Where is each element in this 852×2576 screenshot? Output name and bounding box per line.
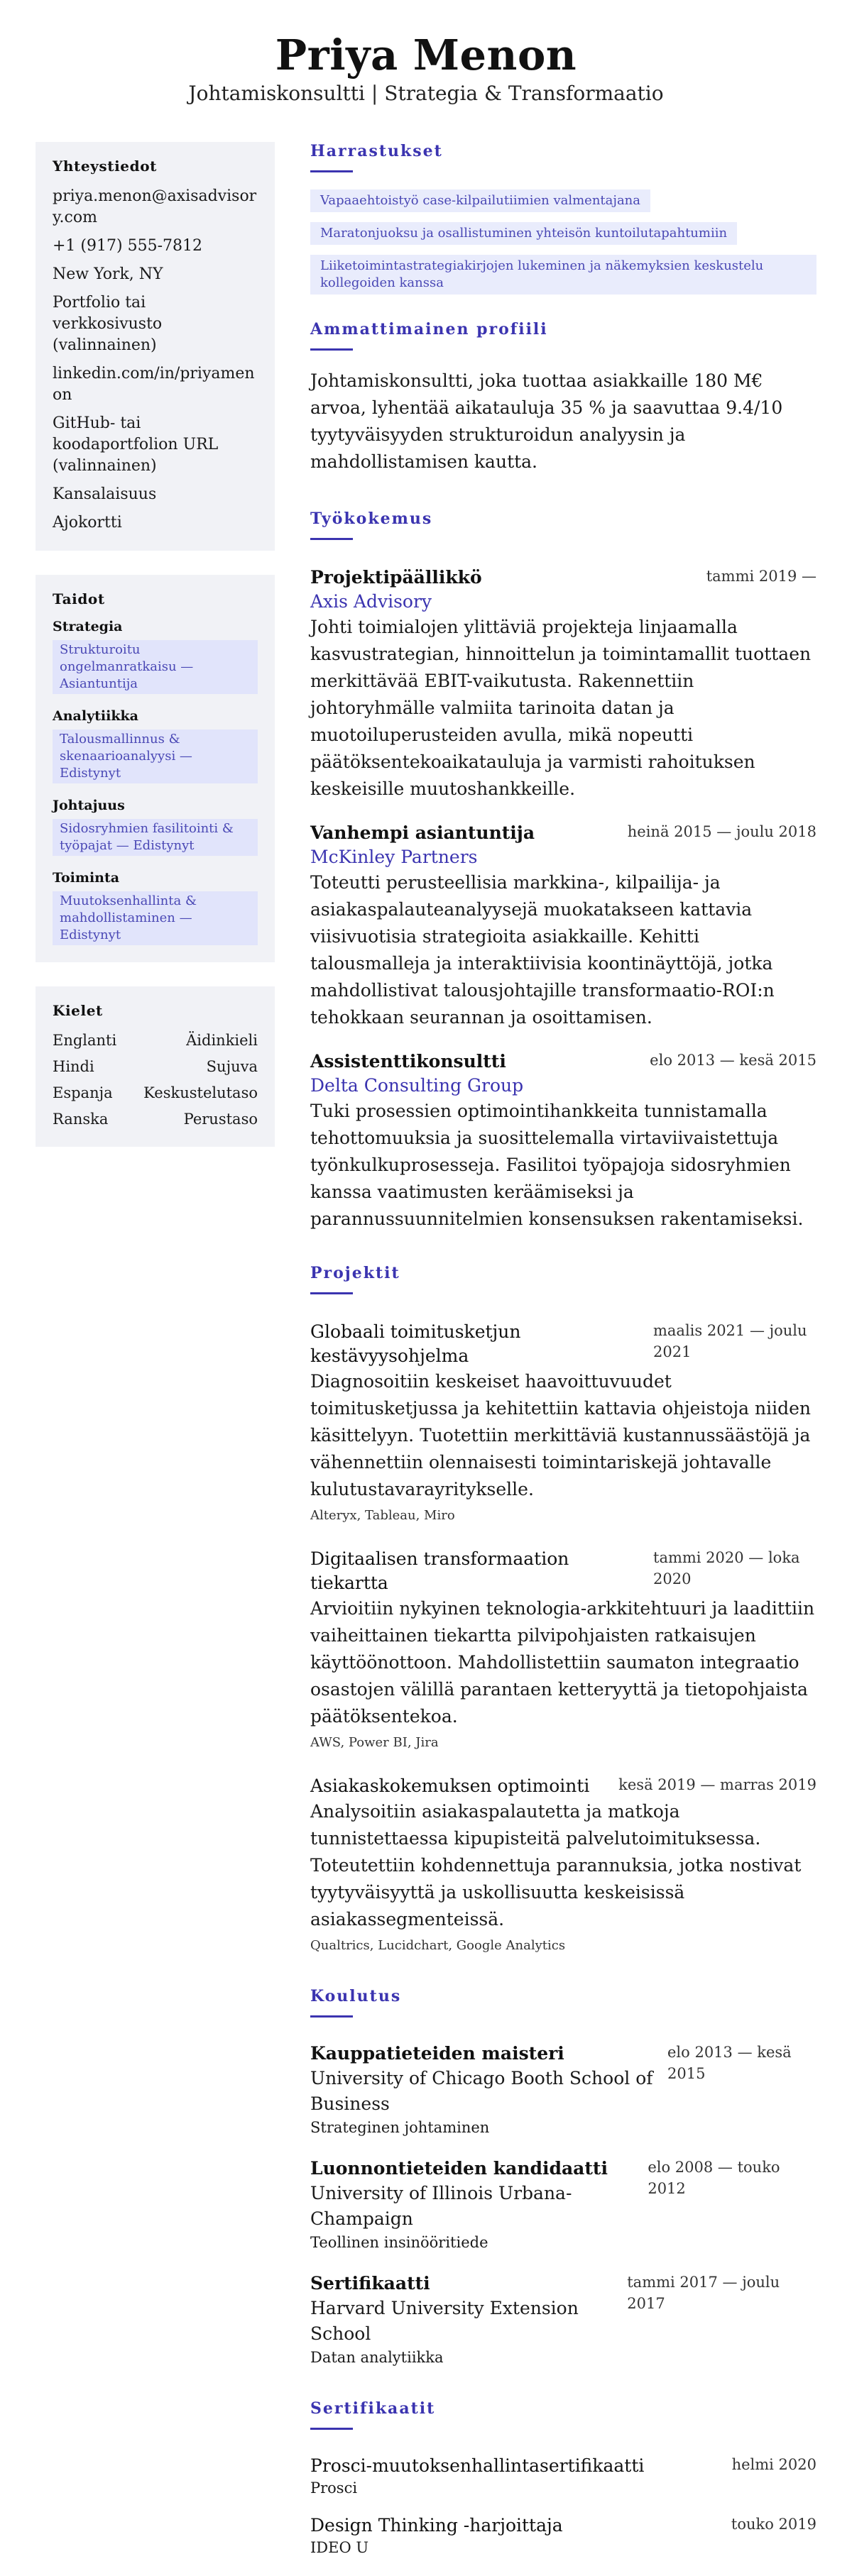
- hobby-tag: Maratonjuoksu ja osallistuminen yhteisön kuntoilutapahtumiin: [310, 222, 737, 245]
- profile-section: [310, 319, 816, 475]
- school-name: University of Chicago Booth School of Business: [310, 2068, 653, 2114]
- education-dates: elo 2008 — touko 2012: [648, 2159, 780, 2197]
- education-field: Datan analytiikka: [310, 2349, 444, 2366]
- main-content: [310, 106, 816, 2576]
- degree-title: Kauppatieteiden maisteri: [310, 2043, 564, 2064]
- certification-entry: [310, 2514, 816, 2558]
- skill-group-name: Toiminta: [53, 870, 120, 886]
- section-title: Ammattimainen profiili: [310, 320, 548, 338]
- job-dates: tammi 2019 —: [706, 568, 816, 585]
- certifications-section: [310, 2398, 816, 2558]
- project-title: Globaali toimitusketjun kestävyysohjelma: [310, 1321, 521, 1366]
- skills-box: [36, 575, 275, 962]
- language-level: Keskustelutaso: [143, 1084, 258, 1101]
- skill-group-name: Johtajuus: [53, 798, 125, 813]
- degree-title: Luonnontieteiden kandidaatti: [310, 2158, 608, 2179]
- certification-date: helmi 2020: [731, 2456, 816, 2473]
- skill-tag: Strukturoitu ongelmanratkaisu — Asiantuntija: [53, 640, 258, 694]
- education-entry: [310, 2042, 816, 2138]
- language-level: Perustaso: [183, 1111, 258, 1128]
- resume-columns: [36, 106, 816, 2576]
- section-rule: [310, 348, 353, 351]
- skills-title: Taidot: [53, 590, 105, 607]
- section-rule: [310, 1292, 353, 1294]
- certification-date: touko 2019: [731, 2516, 816, 2533]
- project-description: Diagnosoitiin keskeiset haavoittuvuudet toimitusketjussa ja kehitettiin kattavia ohjeistoja niiden käsittelyyn. Tuotettiin merkittäviä kustannussäästöjä ja vähennettiin olennaisesti toimintariskejä johtavalle kulutustavarayritykselle.: [310, 1371, 811, 1499]
- project-entry: [310, 1774, 816, 1956]
- skill-group-name: Analytiikka: [53, 708, 138, 724]
- contact-github[interactable]: GitHub- tai koodaportfolion URL (valinnainen): [53, 414, 219, 475]
- school-name: University of Illinois Urbana-Champaign: [310, 2183, 572, 2229]
- certification-title: Design Thinking -harjoittaja: [310, 2515, 563, 2536]
- section-title: Sertifikaatit: [310, 2399, 436, 2418]
- education-field: Strateginen johtaminen: [310, 2119, 490, 2136]
- certification-issuer: Prosci: [310, 2479, 358, 2497]
- experience-entry: [310, 1050, 816, 1233]
- section-title: Projektit: [310, 1264, 400, 1282]
- job-company: Delta Consulting Group: [310, 1075, 524, 1096]
- hobby-tag: Vapaaehtoistyö case-kilpailutiimien valmentajana: [310, 189, 650, 212]
- section-title: Työkokemus: [310, 510, 433, 528]
- sidebar: [36, 142, 275, 1171]
- job-description: Toteutti perusteellisia markkina-, kilpailija- ja asiakaspalauteanalyysejä muokatakseen kattavia viisivuotisia strategioita asiakkaille. Kehitti talousmalleja ja interaktiivisia koontinäyttöjä, jotka mahdollistivat talousjohtajille transformaatio-ROI:n tehokkaan seurannan ja osoittamisen.: [310, 872, 775, 1028]
- section-rule: [310, 2428, 353, 2430]
- contact-location: New York, NY: [53, 265, 163, 283]
- project-description: Arvioitiin nykyinen teknologia-arkkitehtuuri ja laadittiin vaiheittainen tiekartta pilvipohjaisten ratkaisujen käyttöönottoon. Mahdollistettiin saumaton integraatio osastojen välillä parantaen ketteryyttä ja tietopohjaista päätöksentekoa.: [310, 1598, 815, 1727]
- education-section: [310, 1986, 816, 2368]
- section-rule: [310, 538, 353, 540]
- job-description: Tuki prosessien optimointihankkeita tunnistamalla tehottomuuksia ja suosittelemalla virtaviivaistettuja työnkulkuprosesseja. Fasilitoi työpajoja sidosryhmien kanssa vaatimusten keräämiseksi ja parannussuunnitelmien konsensuksen rakentamiseksi.: [310, 1101, 804, 1229]
- languages-title: Kielet: [53, 1002, 103, 1019]
- projects-section: [310, 1262, 816, 1956]
- contact-driving-license: Ajokortti: [53, 514, 122, 532]
- contact-linkedin[interactable]: linkedin.com/in/priyamenon: [53, 365, 255, 404]
- education-field: Teollinen insinööritiede: [310, 2234, 488, 2251]
- project-title: Digitaalisen transformaation tiekartta: [310, 1548, 569, 1593]
- resume-header: [36, 0, 816, 106]
- person-name: Priya Menon: [275, 31, 577, 79]
- section-rule: [310, 2015, 353, 2018]
- contact-box: [36, 142, 275, 551]
- project-dates: maalis 2021 — joulu 2021: [653, 1322, 807, 1360]
- skill-tag: Muutoksenhallinta & mahdollistaminen — Edistynyt: [53, 891, 258, 945]
- job-title: Projektipäällikkö: [310, 567, 482, 588]
- education-entry: [310, 2272, 816, 2368]
- job-dates: elo 2013 — kesä 2015: [650, 1052, 816, 1069]
- project-tools: AWS, Power BI, Jira: [310, 1735, 439, 1750]
- contact-email[interactable]: priya.menon@axisadvisory.com: [53, 187, 257, 226]
- language-row: [53, 1030, 258, 1051]
- language-name: Espanja: [53, 1084, 113, 1101]
- languages-box: [36, 986, 275, 1147]
- job-description: Johti toimialojen ylittäviä projekteja linjaamalla kasvustrategian, hinnoittelun ja toimintamallit tuottaen merkittävää EBIT-vaikutusta. Rakennettiin johtoryhmälle valmiita tarinoita datan ja muotoiluperusteiden avulla, mikä nopeutti päätöksentekoaikatauluja ja varmisti rahoituksen keskeisille muutoshankkeille.: [310, 617, 812, 799]
- school-name: Harvard University Extension School: [310, 2298, 579, 2344]
- section-title: Koulutus: [310, 1987, 402, 2005]
- language-row: [53, 1109, 258, 1130]
- education-entry: [310, 2157, 816, 2253]
- contact-portfolio[interactable]: Portfolio tai verkkosivusto (valinnainen): [53, 294, 163, 354]
- project-entry: [310, 1547, 816, 1753]
- job-company: Axis Advisory: [310, 591, 432, 612]
- project-title: Asiakaskokemuksen optimointi: [310, 1776, 590, 1796]
- education-dates: elo 2013 — kesä 2015: [667, 2044, 792, 2082]
- experience-entry: [310, 566, 816, 803]
- certification-title: Prosci-muutoksenhallintasertifikaatti: [310, 2455, 645, 2476]
- degree-title: Sertifikaatti: [310, 2273, 430, 2294]
- hobby-tag: Liiketoimintastrategiakirjojen lukeminen ja näkemyksien keskustelu kollegoiden kanssa: [310, 255, 816, 295]
- project-tools: Alteryx, Tableau, Miro: [310, 1508, 455, 1523]
- certification-issuer: IDEO U: [310, 2539, 369, 2556]
- job-title: Assistenttikonsultti: [310, 1051, 506, 1072]
- skill-tag: Sidosryhmien fasilitointi & työpajat — Edistynyt: [53, 819, 258, 856]
- language-row: [53, 1057, 258, 1077]
- profile-summary: Johtamiskonsultti, joka tuottaa asiakkaille 180 M€ arvoa, lyhentää aikatauluja 35 % ja saavuttaa 9.4/10 tyytyväisyyden strukturoidun analyysin ja mahdollistamisen kautta.: [310, 370, 783, 472]
- language-row: [53, 1083, 258, 1103]
- experience-section: [310, 508, 816, 1233]
- language-name: Hindi: [53, 1058, 94, 1075]
- skill-group-name: Strategia: [53, 619, 123, 634]
- language-name: Ranska: [53, 1111, 109, 1128]
- language-name: Englanti: [53, 1032, 117, 1049]
- contact-citizenship: Kansalaisuus: [53, 485, 157, 503]
- language-level: Äidinkieli: [186, 1032, 258, 1049]
- job-company: McKinley Partners: [310, 847, 478, 867]
- contact-title: Yhteystiedot: [53, 158, 157, 175]
- education-dates: tammi 2017 — joulu 2017: [627, 2274, 780, 2312]
- project-dates: tammi 2020 — loka 2020: [653, 1549, 800, 1587]
- language-level: Sujuva: [206, 1058, 258, 1075]
- project-description: Analysoitiin asiakaspalautetta ja matkoja tunnistettaessa kipupisteitä palvelutoimituksessa. Toteutettiin kohdennettuja parannuksia, jotka nostivat tyytyväisyyttä ja uskollisuutta keskeisissä asiakassegmenteissä.: [310, 1801, 802, 1930]
- job-dates: heinä 2015 — joulu 2018: [627, 823, 816, 840]
- project-entry: [310, 1320, 816, 1526]
- job-title: Vanhempi asiantuntija: [310, 822, 535, 843]
- project-tools: Qualtrics, Lucidchart, Google Analytics: [310, 1938, 566, 1953]
- certification-entry: [310, 2454, 816, 2498]
- skill-tag: Talousmallinnus & skenaarioanalyysi — Edistynyt: [53, 730, 258, 783]
- hobbies-section: [310, 141, 816, 295]
- section-title: Harrastukset: [310, 142, 443, 160]
- contact-phone[interactable]: +1 (917) 555-7812: [53, 237, 202, 255]
- section-rule: [310, 170, 353, 172]
- experience-entry: [310, 821, 816, 1031]
- project-dates: kesä 2019 — marras 2019: [618, 1776, 816, 1793]
- person-headline: Johtamiskonsultti | Strategia & Transformaatio: [188, 82, 664, 105]
